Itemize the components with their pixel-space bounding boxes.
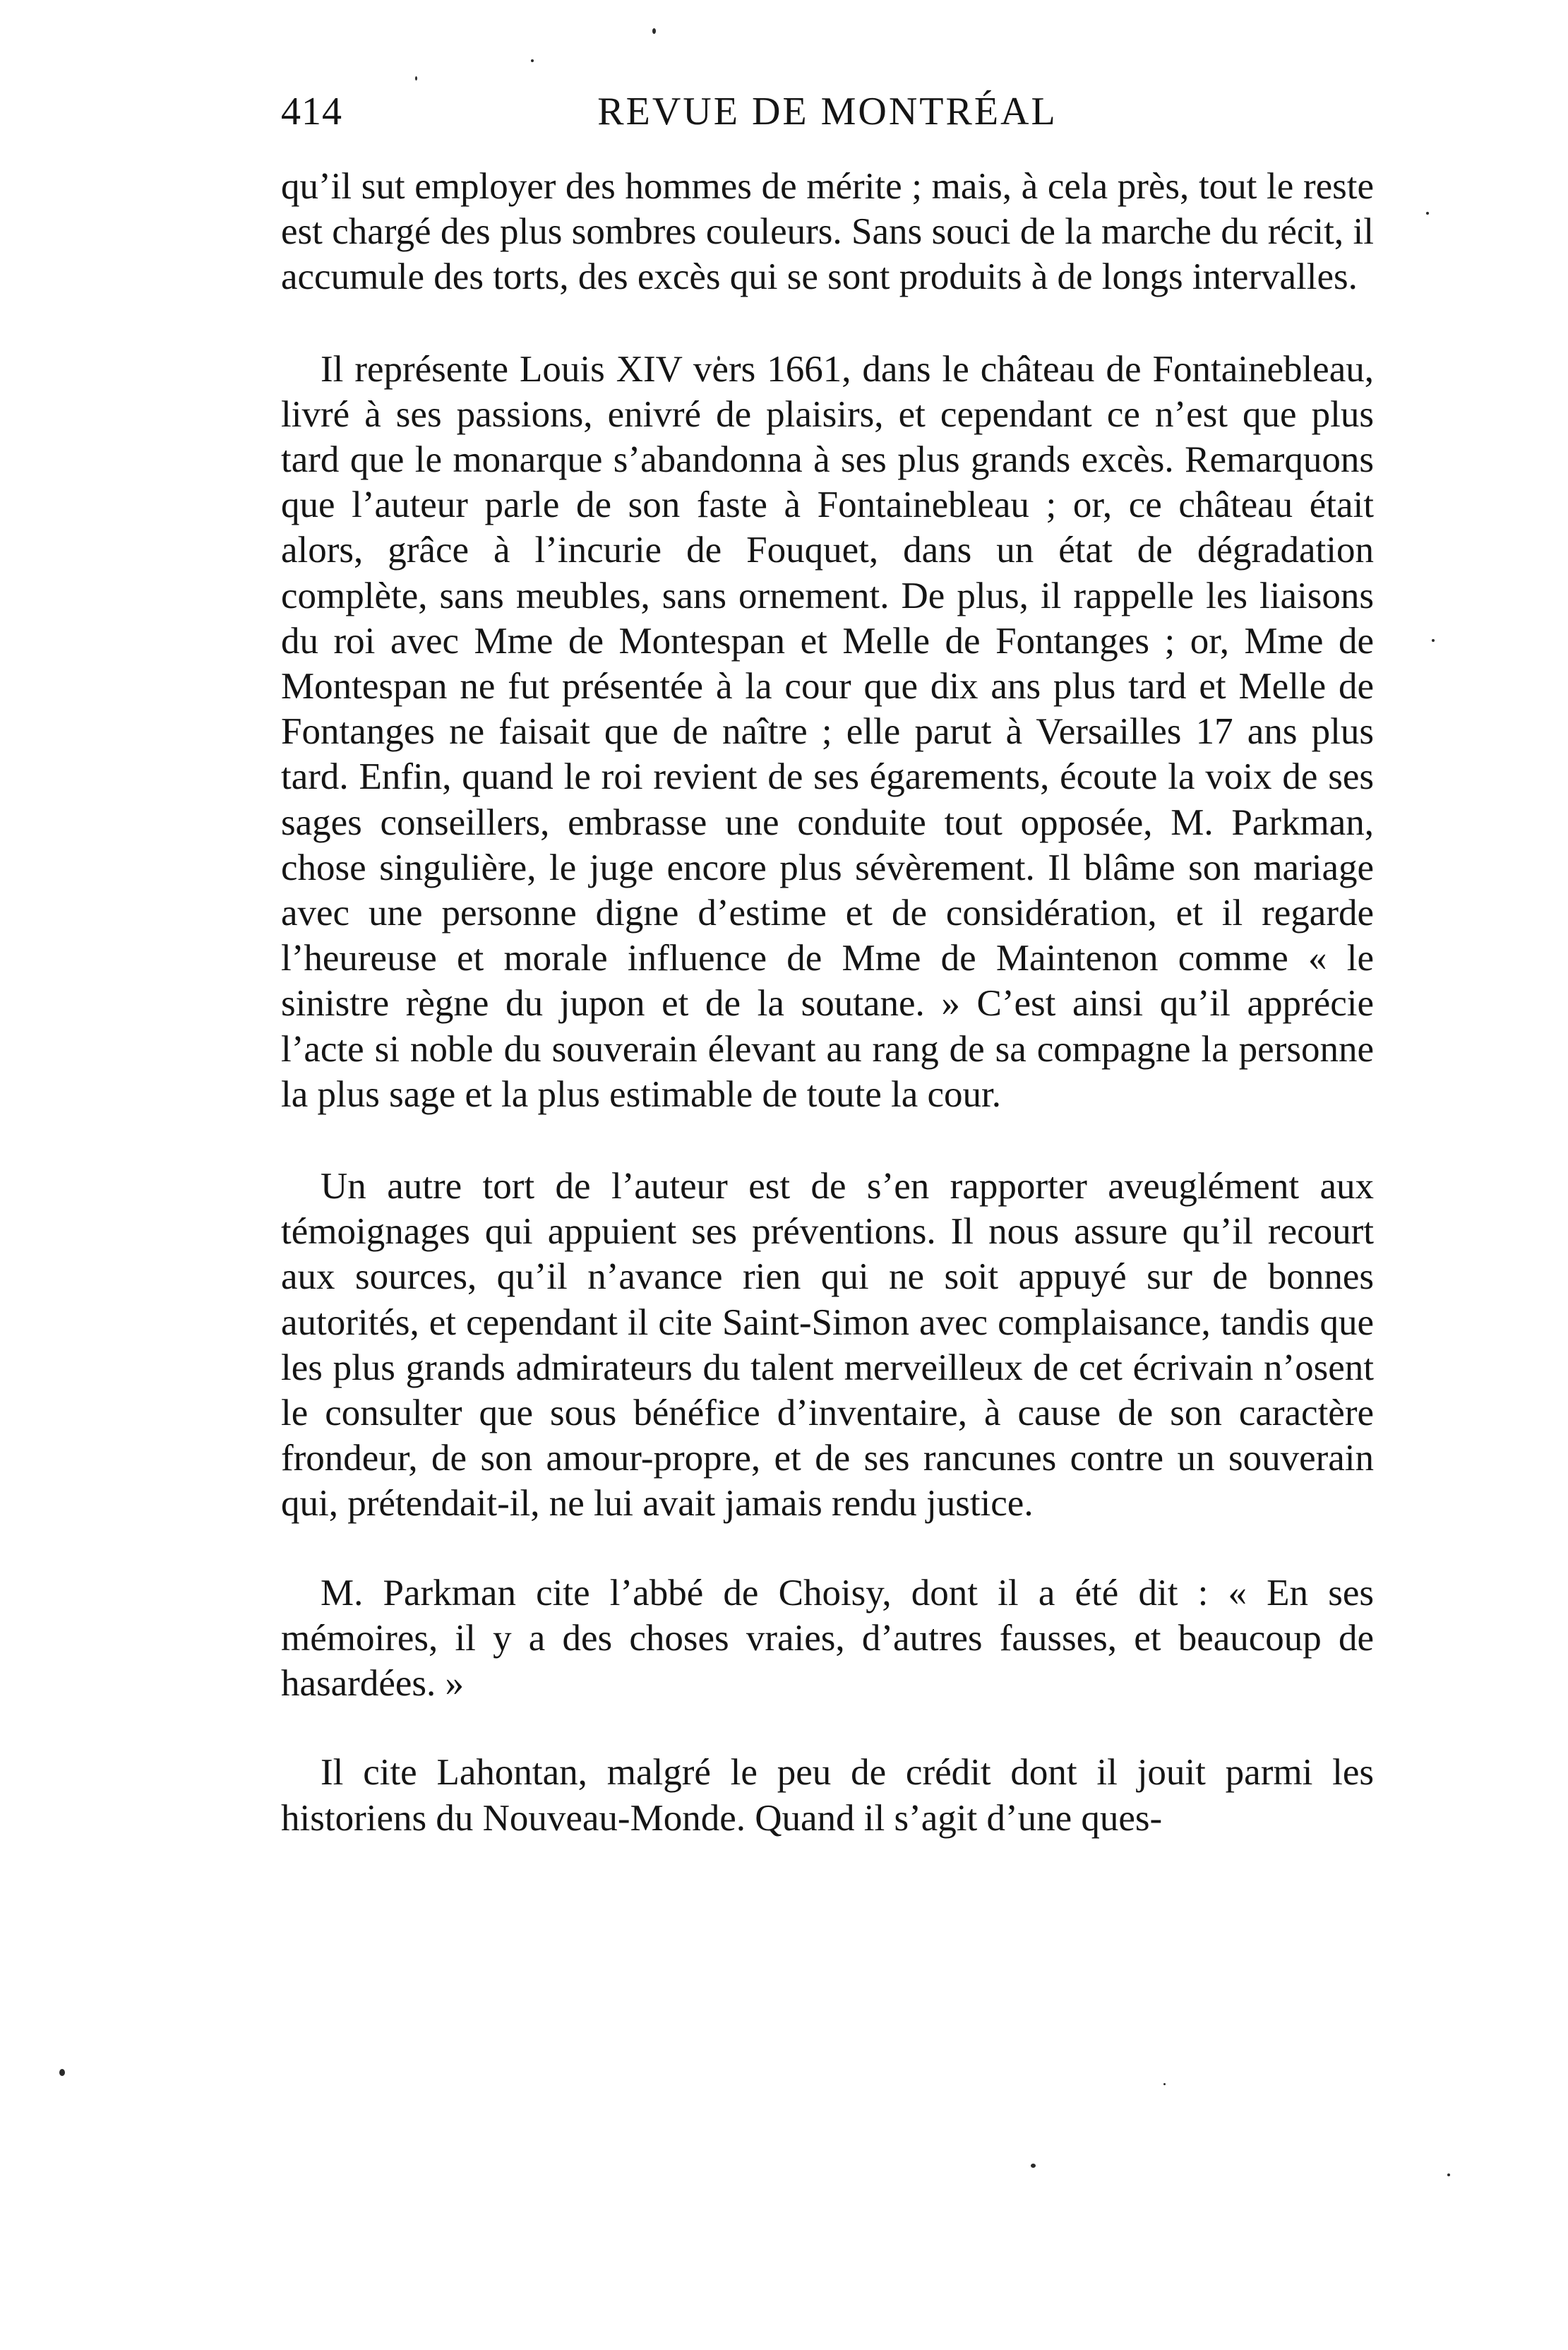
print-speck bbox=[59, 2069, 65, 2076]
print-speck bbox=[1447, 2173, 1450, 2176]
paragraph: M. Parkman cite l’abbé de Choisy, dont il a été dit : « En ses mémoires, il y a des choses vraies, d’autres fausses, et beaucoup de hasardées. » bbox=[281, 1572, 1374, 1705]
paragraph: Un autre tort de l’auteur est de s’en rapporter aveuglément aux témoignages qui appuient ses préventions. Il nous assure qu’il recourt aux sources, qu’il n’avance rien qui ne soit appuyé sur de bonnes autorités, et cependant il cite Saint-Simon avec complaisance, tandis que les plus grands admirateurs du talent merveilleux de cet écrivain n’osent le consulter que sous bénéfice d’inventaire, à cause de son caractère frondeur, de son amour-propre, et de ses rancunes contre un souverain qui, prétendait-il, ne lui avait jamais rendu justice. bbox=[281, 1166, 1374, 1525]
print-speck bbox=[415, 76, 417, 80]
print-speck bbox=[652, 28, 656, 34]
print-speck bbox=[1163, 2083, 1166, 2085]
print-speck bbox=[1031, 2164, 1036, 2168]
body-text bbox=[281, 164, 1374, 1841]
page-number: 414 bbox=[281, 90, 342, 133]
paragraph: qu’il sut employer des hommes de mérite ; mais, à cela près, tout le reste est chargé des plus sombres couleurs. Sans souci de la marche du récit, il accumule des torts, des excès qui se sont produits à de longs intervalles. bbox=[281, 166, 1374, 298]
print-speck bbox=[1426, 212, 1429, 215]
page-header bbox=[281, 83, 1374, 140]
paragraph: Il représente Louis XIV vers 1661, dans le château de Fontainebleau, livré à ses passions, enivré de plaisirs, et cependant ce n’est que plus tard que le monarque s’abandonna à ses plus grands excès. Remarquons que l’auteur parle de son faste à Fontainebleau ; or, ce château était alors, grâce à l’incurie de Fouquet, dans un état de dégradation complète, sans meubles, sans ornement. De plus, il rappelle les liaisons du roi avec Mme de Montespan et Melle de Fontanges ; or, Mme de Montespan ne fut présentée à la cour que dix ans plus tard et Melle de Fontanges ne faisait que de naître ; elle parut à Versailles 17 ans plus tard. Enfin, quand le roi revient de ses égarements, écoute la voix de ses sages conseillers, embrasse une conduite tout opposée, M. Parkman, chose singulière, le juge encore plus sévèrement. Il blâme son mariage avec une personne digne d’estime et de considération, et il regarde l’heureuse et morale influence de Mme de Maintenon comme « le sinistre règne du jupon et de la soutane. » C’est ainsi qu’il apprécie l’acte si noble du souverain élevant au rang de sa compagne la personne la plus sage et la plus estimable de toute la cour. bbox=[281, 348, 1374, 1115]
print-speck bbox=[1432, 639, 1435, 642]
running-title: REVUE DE MONTRÉAL bbox=[597, 90, 1058, 133]
print-speck bbox=[531, 59, 534, 62]
paragraph: Il cite Lahontan, malgré le peu de crédit dont il jouit parmi les historiens du Nouveau-Monde. Quand il s’agit d’une ques- bbox=[281, 1752, 1374, 1839]
